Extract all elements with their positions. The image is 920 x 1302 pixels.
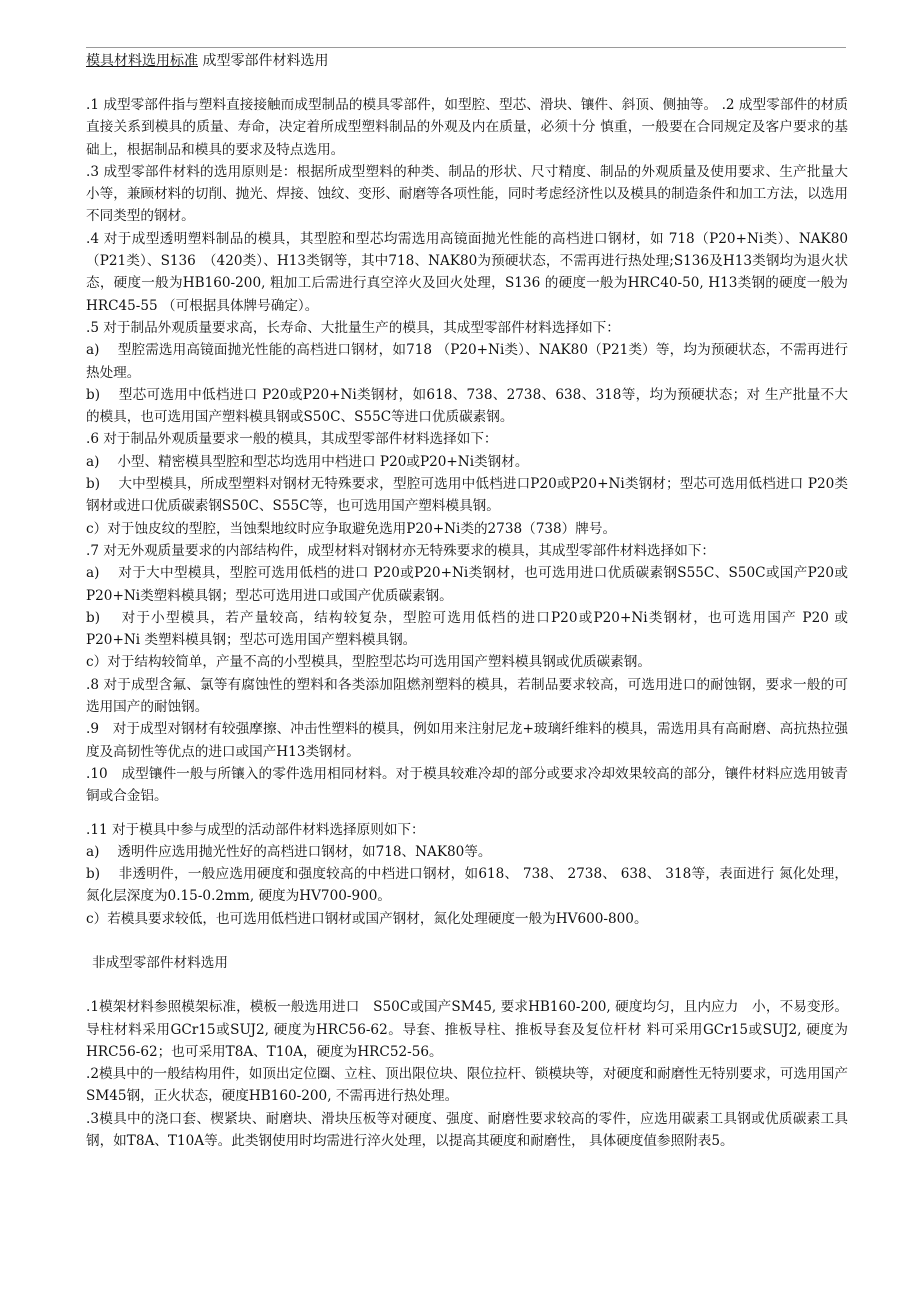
paragraph: .1 成型零部件指与塑料直接接触而成型制品的模具零部件，如型腔、型芯、滑块、镶件、斜顶、侧抽等。 .2 成型零部件的材质直接关系到模具的质量、寿命，决定着所成型塑料制品的外观及内在质量，必须十分 慎重，一般要在合同规定及客户要求的基础上，根据制品和模具的要求及特点选用。 xyxy=(86,97,848,158)
list-item: a) 型腔需选用高镜面抛光性能的高档进口钢材，如718 （P20+Ni类）、NAK80（P21类）等，均为预硬状态，不需再进行热处理。 xyxy=(86,342,848,381)
paragraph: .3 成型零部件材料的选用原则是：根据所成型塑料的种类、制品的形状、尺寸精度、制品的外观质量及使用要求、生产批量大小等，兼顾材料的切削、抛光、焊接、蚀纹、变形、耐磨等各项性能，同时考虑经济性以及模具的制造条件和加工方法，以选用不同类型的钢材。 xyxy=(86,163,848,225)
list-item: c）对于结构较简单，产量不高的小型模具，型腔型芯均可选用国产塑料模具钢或优质碳素钢。 xyxy=(86,654,651,671)
paragraph: .10 成型镶件一般与所镶入的零件选用相同材料。对于模具较难冷却的部分或要求冷却效果较高的部分，镶件材料应选用铍青铜或合金铝。 xyxy=(86,765,848,805)
paragraph: .2模具中的一般结构用件，如顶出定位圈、立柱、顶出限位块、限位拉杆、锁模块等，对硬度和耐磨性无特别要求，可选用国产SM45钢，正火状态，硬度HB160-200, 不需再进行热处理。 xyxy=(86,1066,848,1105)
section-title: 非成型零部件材料选用 xyxy=(92,954,228,971)
list-item: a) 透明件应选用抛光性好的高档进口钢材，如718、NAK80等。 xyxy=(86,843,492,860)
list-item: b) 对于小型模具，若产量较高，结构较复杂，型腔可选用低档的进口P20或P20+Ni类钢材，也可选用国产 P20 或 P20+Ni 类塑料模具钢；型芯可选用国产塑料模具钢。 xyxy=(86,609,848,649)
list-item: a) 对于大中型模具，型腔可选用低档的进口 P20或P20+Ni类钢材，也可选用进口优质碳素钢S55C、S50C或国产P20或P20+Ni类塑料模具钢；型芯可选用进口或国产优质碳素钢。 xyxy=(86,565,848,604)
document-body xyxy=(86,94,862,1152)
list-item: b) 大中型模具，所成型塑料对钢材无特殊要求，型腔可选用中低档进口P20或P20+Ni类钢材；型芯可选用低档进口 P20类钢材或进口优质碳素钢S50C、S55C等，也可选用国产塑料模具钢。 xyxy=(86,476,848,515)
header-title: 成型零部件材料选用 xyxy=(198,53,329,69)
paragraph: .5 对于制品外观质量要求高，长寿命、大批量生产的模具，其成型零部件材料选择如下： xyxy=(86,319,620,336)
header-link[interactable]: 模具材料选用标准 xyxy=(86,53,198,69)
paragraph: .6 对于制品外观质量要求一般的模具，其成型零部件材料选择如下： xyxy=(86,431,498,448)
page-header xyxy=(86,51,328,71)
paragraph: .4 对于成型透明塑料制品的模具，其型腔和型芯均需选用高镜面抛光性能的高档进口钢材，如 718（P20+Ni类）、NAK80 （P21类）、S136 （420类）、H13类钢等，其中718、NAK80为预硬状态，不需再进行热处理;S136及H13类钢均为退火状态，硬度一般为HB160-200, 粗加工后需进行真空淬火及回火处理，S136 的硬度一般为HRC40-50, H13类钢的硬度一般为HRC45-55 （可根据具体牌号确定）。 xyxy=(86,230,862,314)
paragraph: .7 对无外观质量要求的内部结构件，成型材料对钢材亦无特殊要求的模具，其成型零部件材料选择如下： xyxy=(86,542,716,559)
paragraph: .1模架材料参照模架标准，模板一般选用进口 S50C或国产SM45, 要求HB160-200, 硬度均匀，且内应力 小，不易变形。导柱材料采用GCr15或SUJ2, 硬度为HRC56-62。导套、推板导柱、推板导套及复位杆材 料可采用GCr15或SUJ2, 硬度为HRC56-62；也可采用T8A、T10A，硬度为HRC52-56。 xyxy=(86,999,848,1060)
list-item: c）若模具要求较低，也可选用低档进口钢材或国产钢材，氮化处理硬度一般为HV600-800。 xyxy=(86,910,648,927)
paragraph: .8 对于成型含氟、氯等有腐蚀性的塑料和各类添加阻燃剂塑料的模具，若制品要求较高，可选用进口的耐蚀钢，要求一般的可选用国产的耐蚀钢。 xyxy=(86,676,848,716)
list-item: b) 型芯可选用中低档进口 P20或P20+Ni类钢材，如618、738、2738、638、318等，均为预硬状态；对 生产批量不大的模具，也可选用国产塑料模具钢或S50C、S55C等进口优质碳素钢。 xyxy=(86,386,848,426)
list-item: a) 小型、精密模具型腔和型芯均选用中档进口 P20或P20+Ni类钢材。 xyxy=(86,453,529,470)
list-item: b) 非透明件，一般应选用硬度和强度较高的中档进口钢材，如618、 738、 2738、 638、 318等，表面进行 氮化处理，氮化层深度为0.15-0.2mm, 硬度为HV700-900。 xyxy=(86,866,848,905)
paragraph: .9 对于成型对钢材有较强摩擦、冲击性塑料的模具，例如用来注射尼龙+玻璃纤维料的模具，需选用具有高耐磨、高抗热拉强度及高韧性等优点的进口或国产H13类钢材。 xyxy=(86,721,848,760)
paragraph: .3模具中的浇口套、楔紧块、耐磨块、滑块压板等对硬度、强度、耐磨性要求较高的零件，应选用碳素工具钢或优质碳素工具钢，如T8A、T10A等。此类钢使用时均需进行淬火处理，以提高其硬度和耐磨性， 具体硬度值参照附表5。 xyxy=(86,1110,848,1150)
paragraph: .11 对于模具中参与成型的活动部件材料选择原则如下： xyxy=(86,821,425,838)
header-rule xyxy=(86,47,846,48)
list-item: c）对于蚀皮纹的型腔，当蚀梨地纹时应争取避免选用P20+Ni类的2738（738）牌号。 xyxy=(86,520,617,537)
